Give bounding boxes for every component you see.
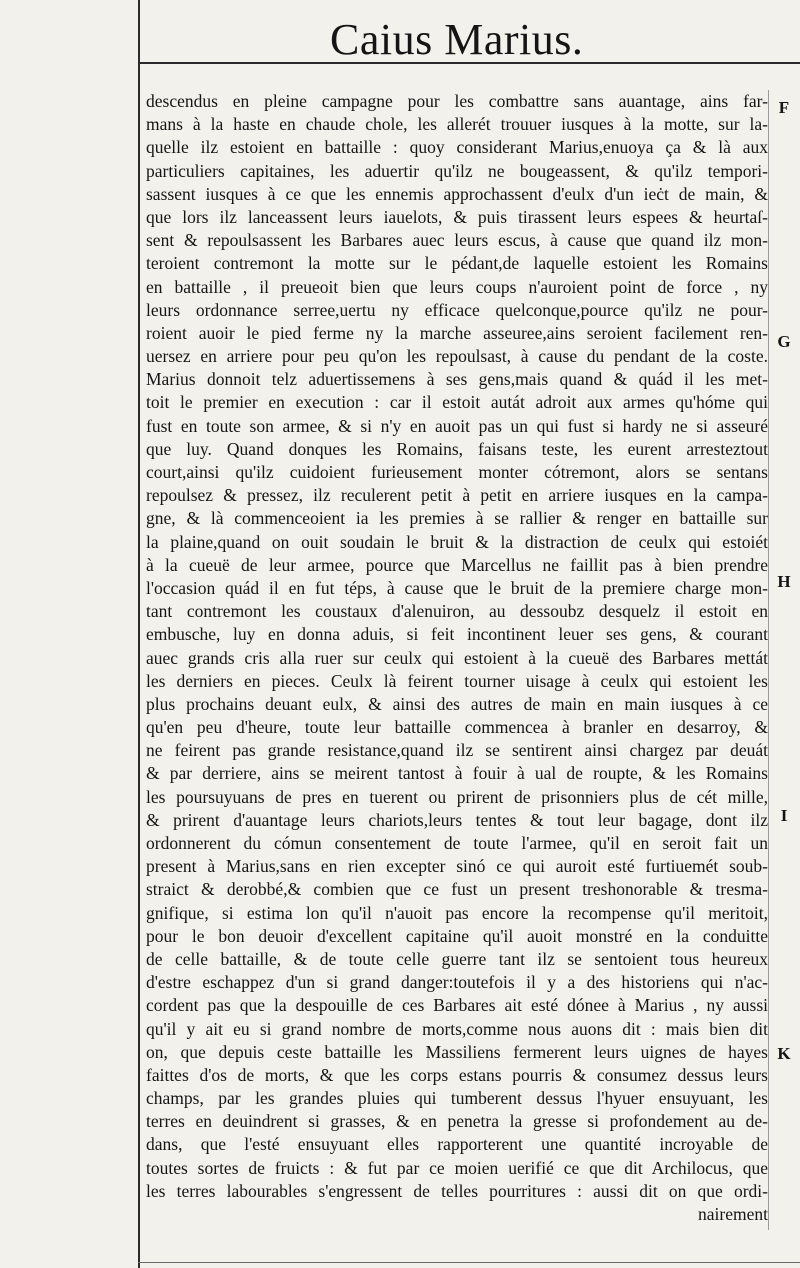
- text-line: dans, que l'esté ensuyuant elles rapporterent une quantité incroyable de: [146, 1134, 768, 1155]
- text-line: les terres labourables s'engressent de telles pourritures : aussi dit on que ordi-: [146, 1180, 768, 1201]
- text-line: champs, par les grandes pluies qui tumberent dessus l'hyuer ensuyuant, les: [146, 1088, 768, 1109]
- text-line: uersez en arriere pour peu qu'on les repoulsast, à cause du pendant de la coste.: [146, 346, 768, 367]
- text-line: embusche, luy en donna aduis, si feit incontinent leuer ses gens, & courant: [146, 624, 768, 645]
- text-line: Marius donnoit telz aduertissemens à ses gens,mais quand & quád il les met-: [146, 369, 768, 390]
- text-line: descendus en pleine campagne pour les combattre sans auantage, ains far-: [146, 91, 768, 111]
- text-line: fust en toute son armee, & si n'y en auoit pas un qui fust si hardy ne si asseuré: [146, 415, 768, 436]
- text-line: sent & repoulsassent les Barbares auec leurs escus, à cause que quand ilz mon-: [146, 230, 768, 251]
- text-line: quelle ilz estoient en battaille : quoy considerant Marius,enuoya ça & là aux: [146, 137, 768, 158]
- text-line: les poursuyuans de pres en tuerent ou prirent de prisonniers plus de cét mille,: [146, 786, 768, 807]
- text-line: de celle battaille, & de toute celle guerre tant ilz se sentoient tous heureux: [146, 948, 768, 969]
- text-line: present à Marius,sans en rien excepter sinó ce qui auroit esté furtiuemét soub-: [146, 856, 768, 877]
- text-line: court,ainsi qu'ilz cuidoient furieusement monter cótremont, alors se sentans: [146, 462, 768, 482]
- text-line: auec grands cris alla ruer sur ceulx qui estoient à la cueuë des Barbares mettát: [146, 647, 768, 668]
- text-line: roient auoir le pied ferme ny la marche asseuree,ains seroient facilement ren-: [146, 322, 768, 343]
- text-line: ne feirent pas grande resistance,quand ilz se sentirent ainsi chargez par deuát: [146, 740, 768, 761]
- text-line: plus prochains deuant eulx, & ainsi des autres de main en main iusques à ce: [146, 693, 768, 714]
- right-text-rule: [768, 90, 769, 1230]
- text-line: ordonnerent du cómun consentement de toute l'armee, qu'il en seroit fait un: [146, 833, 768, 853]
- margin-letter-i: I: [780, 806, 788, 825]
- text-line: cordent pas que la despouille de ces Barbares ait esté dónee à Marius , ny aussi: [146, 995, 768, 1016]
- text-line: tant contremont les coustaux d'alenuiron, au dessoubz desquelz il estoit en: [146, 601, 768, 622]
- footer-rule: [138, 1262, 800, 1263]
- text-line: repoulsez & pressez, ilz reculerent petit à petit en arriere iusques en la campa-: [146, 485, 768, 506]
- text-line: à la cueuë de leur armee, pource que Marcellus ne faillit pas à bien prendre: [146, 554, 768, 575]
- left-margin-rule: [138, 0, 140, 1268]
- text-line: teroient contremont la motte sur le pédant,de laquelle estoient les Romains: [146, 253, 768, 274]
- text-line: qu'il y ait eu si grand nombre de morts,comme nous auons dit : mais bien dit: [146, 1018, 768, 1039]
- text-line: & prirent d'auantage leurs chariots,leurs tentes & tout leur bagage, dont ilz: [146, 809, 768, 830]
- margin-letter-k: K: [777, 1044, 791, 1063]
- text-line: particuliers capitaines, les aduertir qu'ilz ne bougeassent, & qu'ilz tempori-: [146, 160, 768, 181]
- text-line: on, que depuis ceste battaille les Massiliens fermerent leurs uignes de hayes: [146, 1041, 768, 1062]
- text-line: faittes d'os de morts, & que les corps estans pourris & consumez dessus leurs: [146, 1064, 768, 1085]
- text-line: toit le premier en execution : car il estoit autát adroit aux armes qu'hóme qui: [146, 392, 768, 413]
- text-line: mans à la haste en chaude chole, les allerét trouuer iusques à la motte, sur la-: [146, 114, 768, 135]
- text-line: qu'en peu d'heure, toute leur battaille commencea à branler en desarroy, &: [146, 717, 768, 738]
- text-line: les derniers en pieces. Ceulx là feirent tourner uisage à ceulx qui estoient les: [146, 670, 768, 691]
- text-line: l'occasion quád il en fut téps, à cause que le bruit de la premiere charge mon-: [146, 577, 768, 598]
- text-line: gne, & là commenceoient ia les premies à se rallier & renger en battaille sur: [146, 508, 768, 529]
- text-line: en battaille , il preueoit bien que leurs coups n'auroient point de force , ny: [146, 276, 768, 297]
- text-line: la plaine,quand on ouit soudain le bruit & la distraction de ceulx qui estoiét: [146, 531, 768, 552]
- margin-letter-f: F: [778, 98, 790, 117]
- text-line: sassent iusques à ce que les ennemis approchassent d'eulx d'un ieċt de main, &: [146, 183, 768, 204]
- text-line: toutes sortes de fruicts : & fut par ce moien uerifié ce que dit Archilocus, que: [146, 1157, 768, 1178]
- running-title: Caius Marius.: [330, 15, 584, 64]
- text-line: d'estre eschappez d'un si grand danger:toutefois il y a des historiens qui n'ac-: [146, 972, 768, 993]
- text-line: straict & derobbé,& combien que ce fust un present treshonorable & tresma-: [146, 879, 768, 900]
- text-line: que lors ilz lanceassent leurs iauelots, & puis tirassent leurs espees & heurtaſ-: [146, 206, 768, 227]
- text-line: gnifique, si estima lon qu'il n'auoit pas encore la recompense qu'il meritoit,: [146, 902, 768, 923]
- body-text: [146, 90, 768, 1226]
- margin-letter-g: G: [777, 332, 791, 351]
- text-line: & par derriere, ains se meirent tantost à fouir à ual de roupte, & les Romains: [146, 763, 768, 784]
- text-line: leurs ordonnance serree,uertu ny efficace quelconque,pource qu'ilz ne pour-: [146, 299, 768, 320]
- margin-letter-h: H: [777, 572, 791, 591]
- text-line: que luy. Quand donques les Romains, faisans teste, les eurent arresteztout: [146, 438, 768, 459]
- text-line: pour le bon deuoir d'excellent capitaine qu'il auoit monstré en la conduitte: [146, 925, 768, 946]
- catchword: nairement: [698, 1204, 768, 1224]
- text-line: terres en deuindrent si grasses, & en penetra la gresse si profondement au de-: [146, 1111, 768, 1132]
